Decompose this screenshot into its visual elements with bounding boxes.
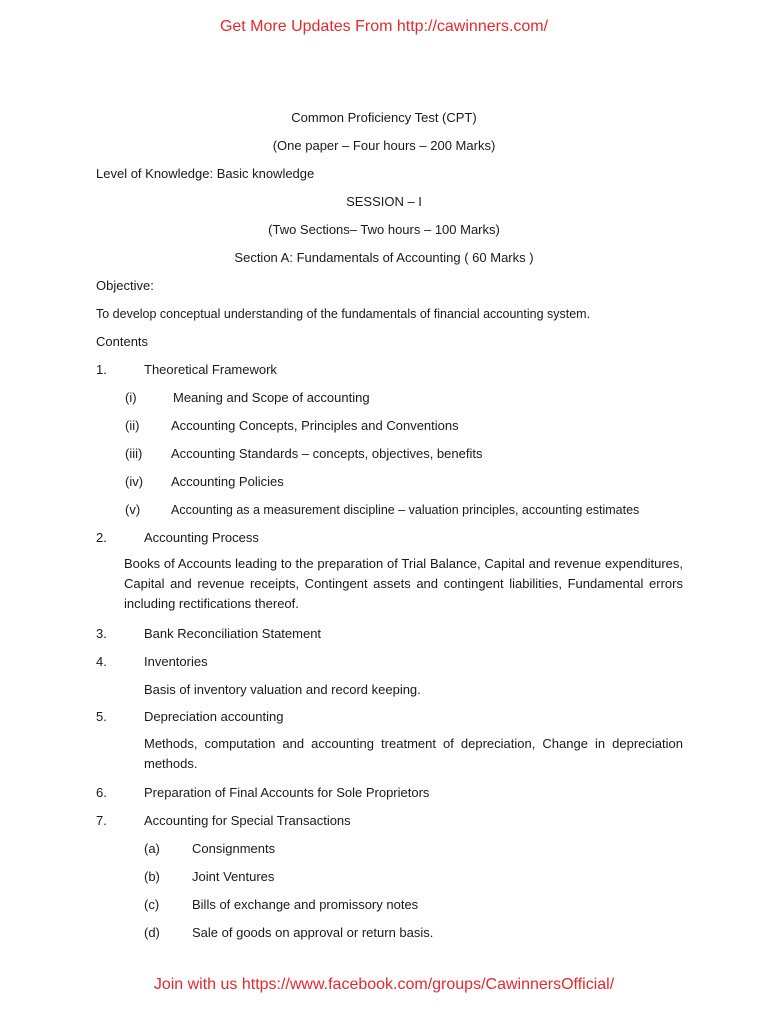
subitem-text: Sale of goods on approval or return basis. [192,925,434,940]
objective-label: Objective: [96,278,154,293]
topic-description: Basis of inventory valuation and record keeping. [144,682,421,697]
topic-title: Depreciation accounting [144,709,284,724]
doc-title: Common Proficiency Test (CPT) [291,110,477,125]
subitem-text: Accounting Standards – concepts, objectives, benefits [171,446,483,461]
topic-description: Books of Accounts leading to the preparation of Trial Balance, Capital and revenue expenditures, Capital and revenue receipts, Contingent assets and contingent liabilities, Fundamental errors including rectifications thereof. [124,556,683,611]
knowledge-level: Level of Knowledge: Basic knowledge [96,166,315,181]
contents-label: Contents [96,334,149,349]
subitem-number: (ii) [125,418,140,433]
subitem-text: Meaning and Scope of accounting [173,390,370,405]
topic-title: Accounting Process [144,530,259,545]
topic-title: Preparation of Final Accounts for Sole Proprietors [144,785,430,800]
topic-title: Accounting for Special Transactions [144,813,351,828]
topic-number: 7. [96,813,107,828]
doc-subtitle: (One paper – Four hours – 200 Marks) [272,138,496,153]
header-updates-link[interactable]: Get More Updates From http://cawinners.com/ [219,18,549,35]
topic-title: Theoretical Framework [144,362,277,377]
subitem-number: (b) [144,869,160,884]
subitem-text: Joint Ventures [192,869,275,884]
topic-title: Inventories [144,654,208,669]
subitem-text: Accounting Concepts, Principles and Conventions [171,418,459,433]
topic-number: 2. [96,530,107,545]
subitem-number: (d) [144,925,160,940]
topic-number: 5. [96,709,107,724]
subitem-number: (c) [144,897,160,912]
topic-title: Bank Reconciliation Statement [144,626,322,641]
subitem-number: (i) [125,390,137,405]
section-a-heading: Section A: Fundamentals of Accounting ( 60 Marks ) [234,250,534,265]
objective-text: To develop conceptual understanding of the fundamentals of financial accounting system. [96,307,591,321]
session-label: SESSION – I [346,194,422,209]
subitem-text: Accounting as a measurement discipline – valuation principles, accounting estimates [171,503,640,517]
subitem-number: (a) [144,841,160,856]
subitem-number: (iv) [125,474,144,489]
footer-join-link[interactable]: Join with us https://www.facebook.com/groups/CawinnersOfficial/ [153,976,615,993]
session-sections: (Two Sections– Two hours – 100 Marks) [268,222,500,237]
topic-number: 3. [96,626,107,641]
subitem-number: (v) [125,502,141,517]
subitem-text: Consignments [192,841,276,856]
subitem-text: Bills of exchange and promissory notes [192,897,419,912]
subitem-text: Accounting Policies [171,474,284,489]
subitem-number: (iii) [125,446,143,461]
topic-number: 4. [96,654,107,669]
topic-description: Methods, computation and accounting treatment of depreciation, Change in depreciation methods. [144,736,683,771]
topic-number: 6. [96,785,107,800]
topic-number: 1. [96,362,107,377]
